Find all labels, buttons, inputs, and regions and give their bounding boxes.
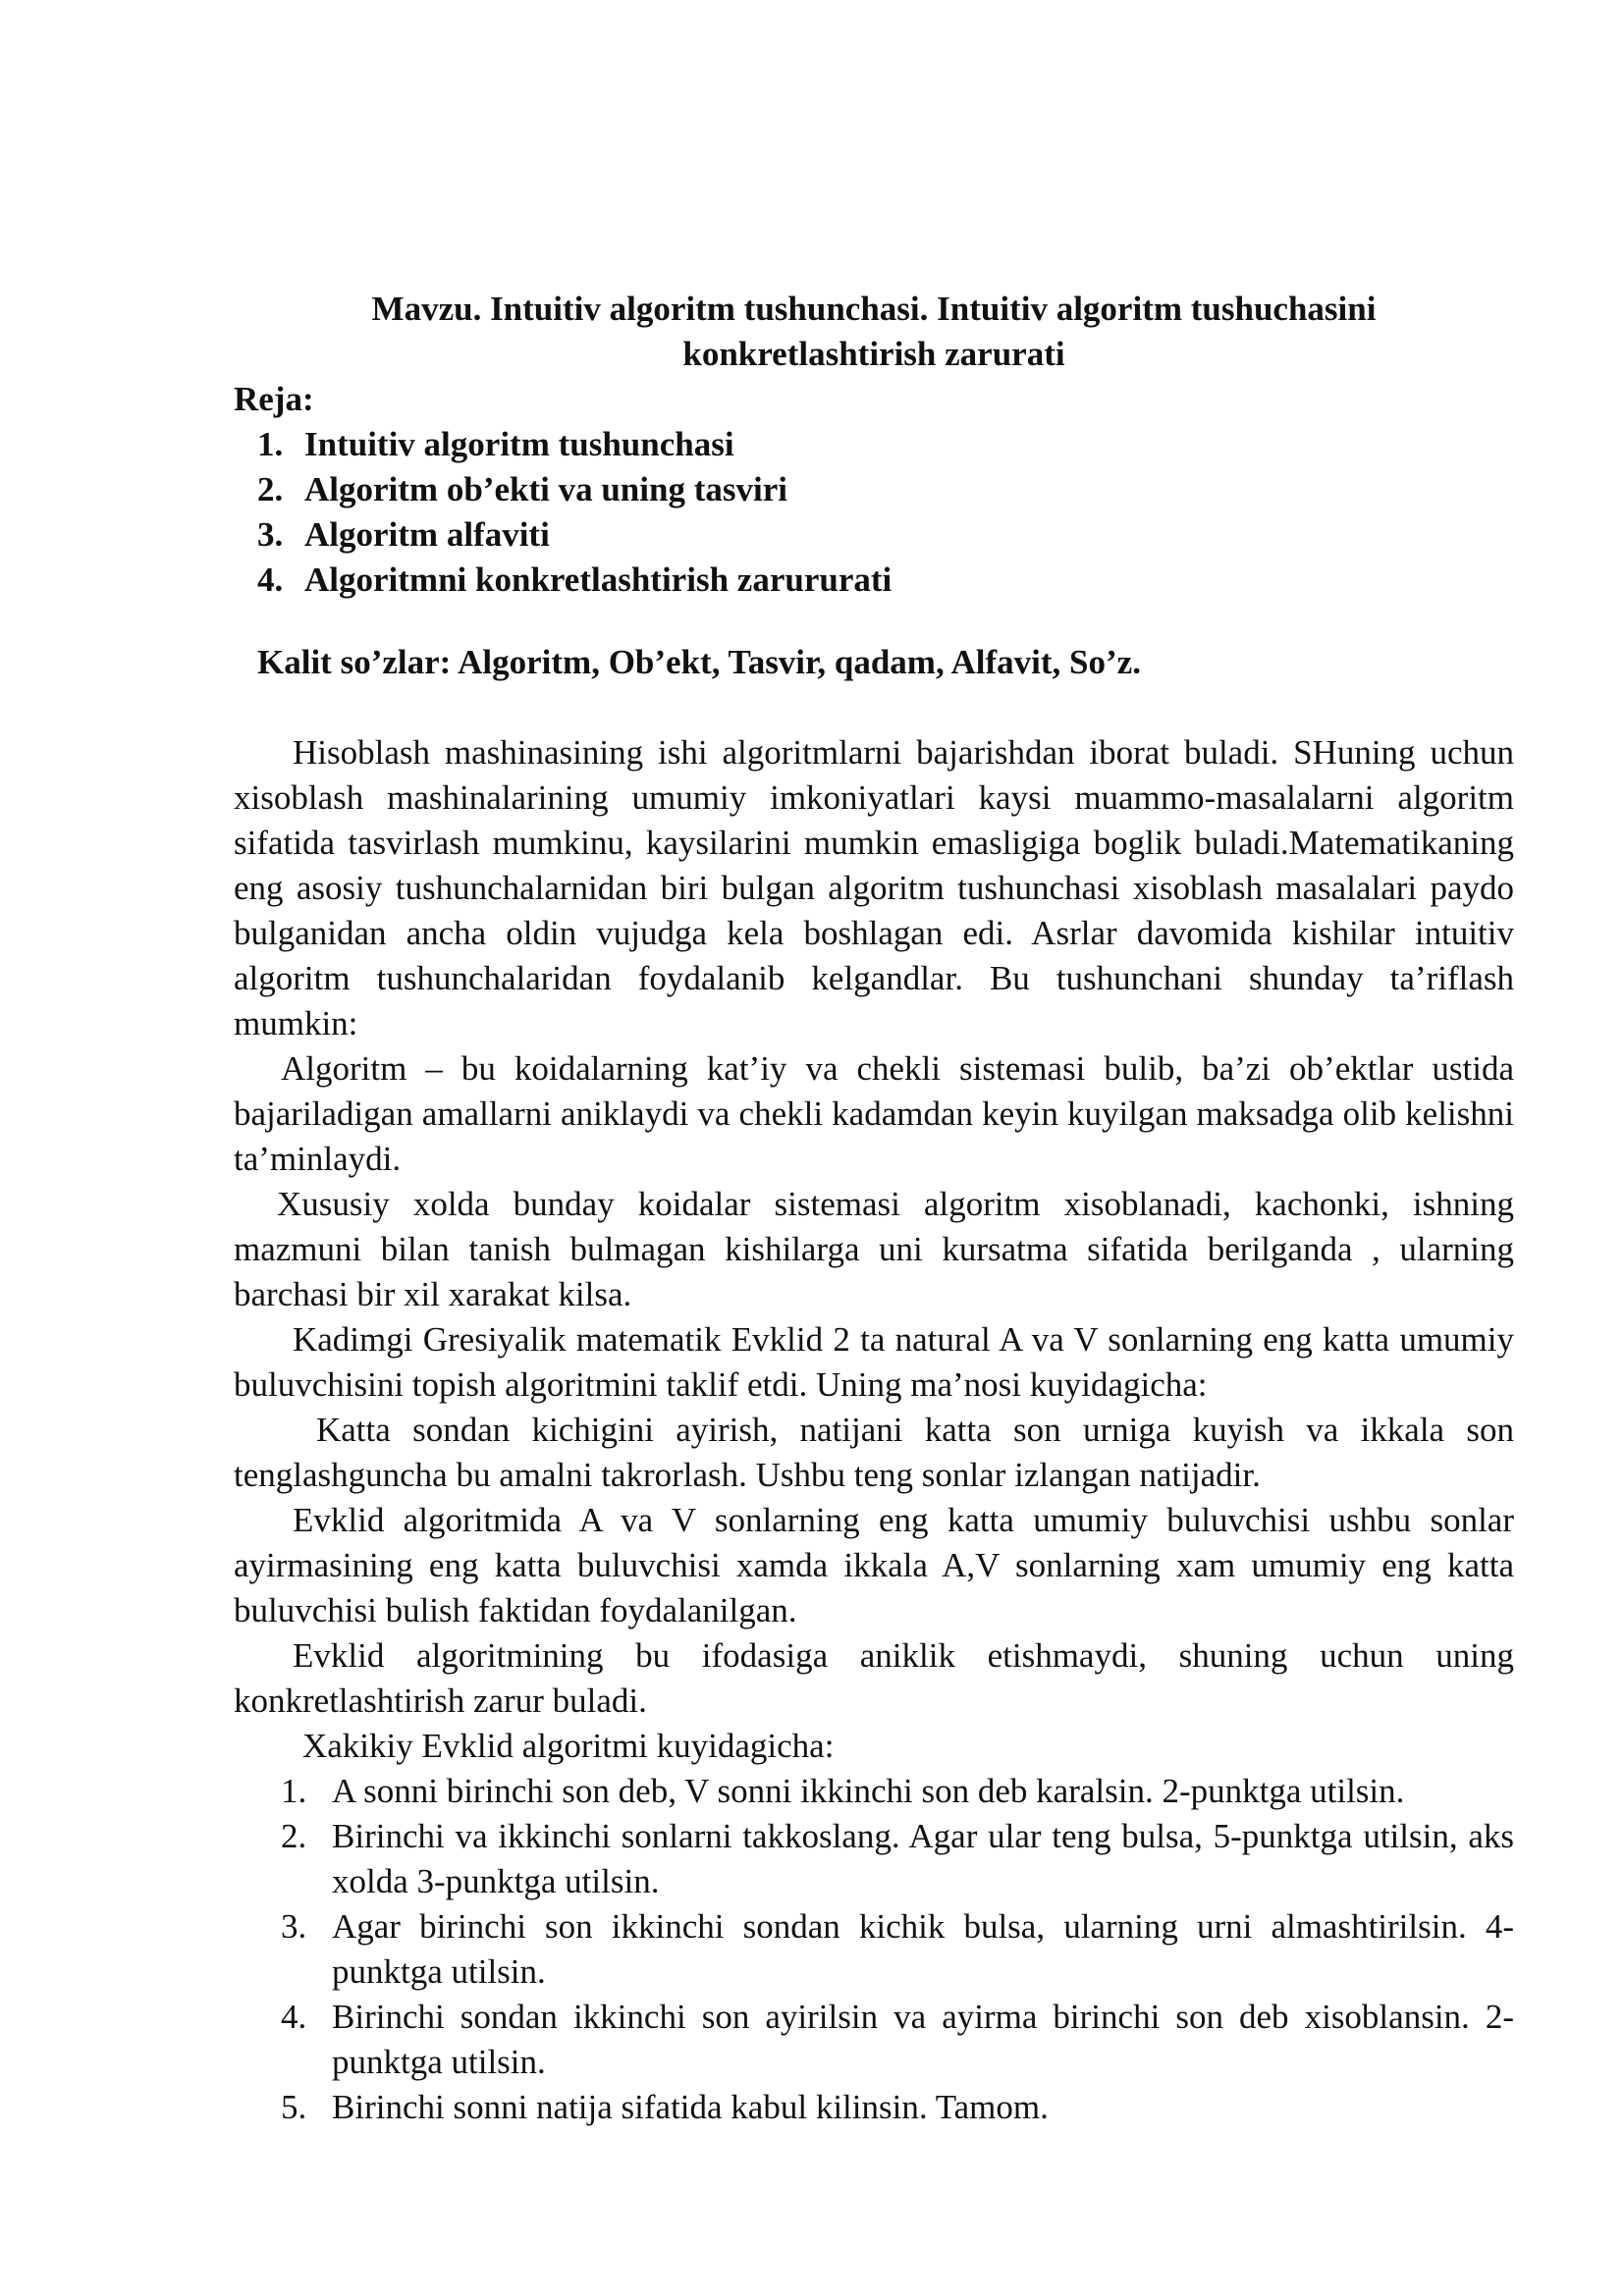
plan-item-number: 2. (257, 470, 284, 508)
algorithm-step (234, 1769, 1514, 1814)
plan-item-text: Algoritm alfaviti (304, 515, 550, 554)
definition-paragraph: Algoritm – bu koidalarning kat’iy va chekli sistemasi bulib, ba’zi ob’ektlar ustida bajariladigan amallarni aniklaydi va chekli kadamdan keyin kuyilgan maksadga olib kelishni ta’minlaydi. (234, 1049, 1514, 1178)
plan-list (234, 422, 1514, 603)
step-number: 2. (281, 1817, 307, 1855)
algorithm-steps-list (234, 1769, 1514, 2130)
plan-item-text: Intuitiv algoritm tushunchasi (304, 425, 734, 463)
plan-item-number: 3. (257, 515, 284, 554)
plan-heading: Reja: (234, 380, 314, 418)
step-number: 5. (281, 2088, 307, 2126)
plan-item (234, 558, 1514, 603)
keywords-line: Kalit so’zlar: Algoritm, Ob’ekt, Tasvir, qadam, Alfavit, So’z. (257, 643, 1141, 681)
step-text: Birinchi sondan ikkinchi son ayirilsin va ayirma birinchi son deb xisoblansin. 2-punktga utilsin. (332, 1998, 1514, 2081)
document-title (234, 287, 1514, 377)
algorithm-step (234, 1904, 1514, 1995)
body-paragraph: Katta sondan kichigini ayirish, natijani katta son urniga kuyish va ikkala son tenglashguncha bu amalni takrorlash. Ushbu teng sonlar izlangan natijadir. (234, 1411, 1514, 1494)
plan-item-text: Algoritm ob’ekti va uning tasviri (304, 470, 787, 508)
document-page (234, 287, 1514, 2130)
body-paragraph: Evklid algoritmida A va V sonlarning eng katta umumiy buluvchisi ushbu sonlar ayirmasining eng katta buluvchisi xamda ikkala A,V sonlarning xam umumiy eng katta buluvchisi bulish faktidan foydalanilgan. (234, 1501, 1514, 1629)
algorithm-step (234, 2085, 1514, 2130)
body-paragraph: Xususiy xolda bunday koidalar sistemasi algoritm xisoblanadi, kachonki, ishning mazmuni bilan tanish bulmagan kishilarga uni kursatma sifatida berilganda , ularning barchasi bir xil xarakat kilsa. (234, 1185, 1514, 1313)
step-text: Agar birinchi son ikkinchi sondan kichik bulsa, ularning urni almashtirilsin. 4-punktga utilsin. (332, 1907, 1514, 1991)
steps-intro: Xakikiy Evklid algoritmi kuyidagicha: (302, 1727, 835, 1765)
title-line-1: Mavzu. Intuitiv algoritm tushunchasi. Intuitiv algoritm tushuchasini (371, 290, 1377, 328)
step-number: 1. (281, 1772, 307, 1810)
body-paragraph: Kadimgi Gresiyalik matematik Evklid 2 ta natural A va V sonlarning eng katta umumiy buluvchisini topish algoritmini taklif etdi. Uning ma’nosi kuyidagicha: (234, 1320, 1514, 1404)
algorithm-step (234, 1995, 1514, 2085)
step-text: Birinchi sonni natija sifatida kabul kilinsin. Tamom. (332, 2088, 1049, 2126)
plan-item-number: 1. (257, 425, 284, 463)
step-number: 3. (281, 1907, 307, 1946)
step-text: Birinchi va ikkinchi sonlarni takkoslang. Agar ular teng bulsa, 5-punktga utilsin, aks xolda 3-punktga utilsin. (332, 1817, 1514, 1900)
plan-item-number: 4. (257, 561, 284, 599)
plan-item-text: Algoritmni konkretlashtirish zarururati (304, 561, 893, 599)
plan-item (234, 512, 1514, 558)
title-line-2: konkretlashtirish zarurati (682, 335, 1065, 373)
plan-item (234, 467, 1514, 512)
body-paragraph: Evklid algoritmining bu ifodasiga aniklik etishmaydi, shuning uchun uning konkretlashtirish zarur buladi. (234, 1636, 1514, 1720)
body-paragraph: Hisoblash mashinasining ishi algoritmlarni bajarishdan iborat buladi. SHuning uchun xisoblash mashinalarining umumiy imkoniyatlari kaysi muammo-masalalarni algoritm sifatida tasvirlash mumkinu, kaysilarini mumkin emasligiga boglik buladi.Matematikaning eng asosiy tushunchalarnidan biri bulgan algoritm tushunchasi xisoblash masalalari paydo bulganidan ancha oldin vujudga kela boshlagan edi. Asrlar davomida kishilar intuitiv algoritm tushunchalaridan foydalanib kelgandlar. Bu tushunchani shunday ta’riflash mumkin: (234, 733, 1514, 1042)
plan-item (234, 422, 1514, 467)
algorithm-step (234, 1814, 1514, 1904)
step-number: 4. (281, 1998, 307, 2036)
step-text: A sonni birinchi son deb, V sonni ikkinchi son deb karalsin. 2-punktga utilsin. (332, 1772, 1405, 1810)
